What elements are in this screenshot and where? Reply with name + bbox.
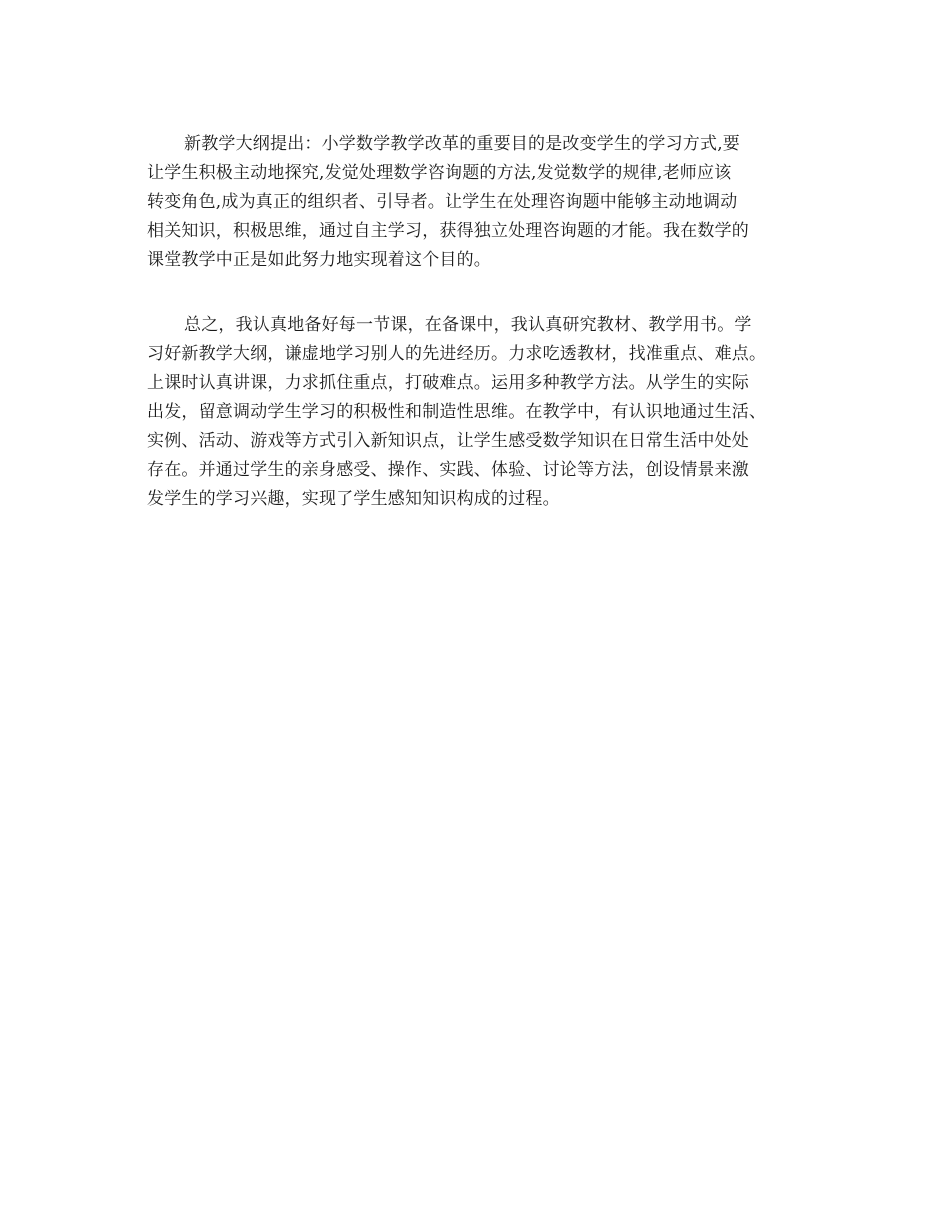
paragraph-line: 上课时认真讲课，力求抓住重点，打破难点。运用多种教学方法。从学生的实际 [147, 373, 749, 393]
paragraph-line: 存在。并通过学生的亲身感受、操作、实践、体验、讨论等方法，创设情景来激 [147, 460, 749, 480]
paragraph-line: 总之，我认真地备好每一节课，在备课中，我认真研究教材、教学用书。学 [184, 315, 752, 335]
paragraph-line: 让学生积极主动地探究,发觉处理数学咨询题的方法,发觉数学的规律,老师应该 [147, 163, 732, 183]
paragraph-line: 相关知识，积极思维，通过自主学习，获得独立处理咨询题的才能。我在数学的 [147, 221, 749, 241]
paragraph-1 [147, 130, 807, 275]
paragraph-line: 出发，留意调动学生学习的积极性和制造性思维。在教学中，有认识地通过生活、 [147, 402, 767, 422]
paragraph-2 [147, 311, 807, 514]
paragraph-line: 新教学大纲提出：小学数学教学改革的重要目的是改变学生的学习方式,要 [184, 134, 741, 154]
paragraph-line: 习好新教学大纲，谦虚地学习别人的先进经历。力求吃透教材，找准重点、难点。 [147, 344, 767, 364]
paragraph-line: 课堂教学中正是如此努力地实现着这个目的。 [147, 250, 491, 270]
paragraph-line: 实例、活动、游戏等方式引入新知识点，让学生感受数学知识在日常生活中处处 [147, 431, 749, 451]
paragraph-line: 转变角色,成为真正的组织者、引导者。让学生在处理咨询题中能够主动地调动 [147, 192, 738, 212]
paragraph-line: 发学生的学习兴趣，实现了学生感知知识构成的过程。 [147, 489, 560, 509]
